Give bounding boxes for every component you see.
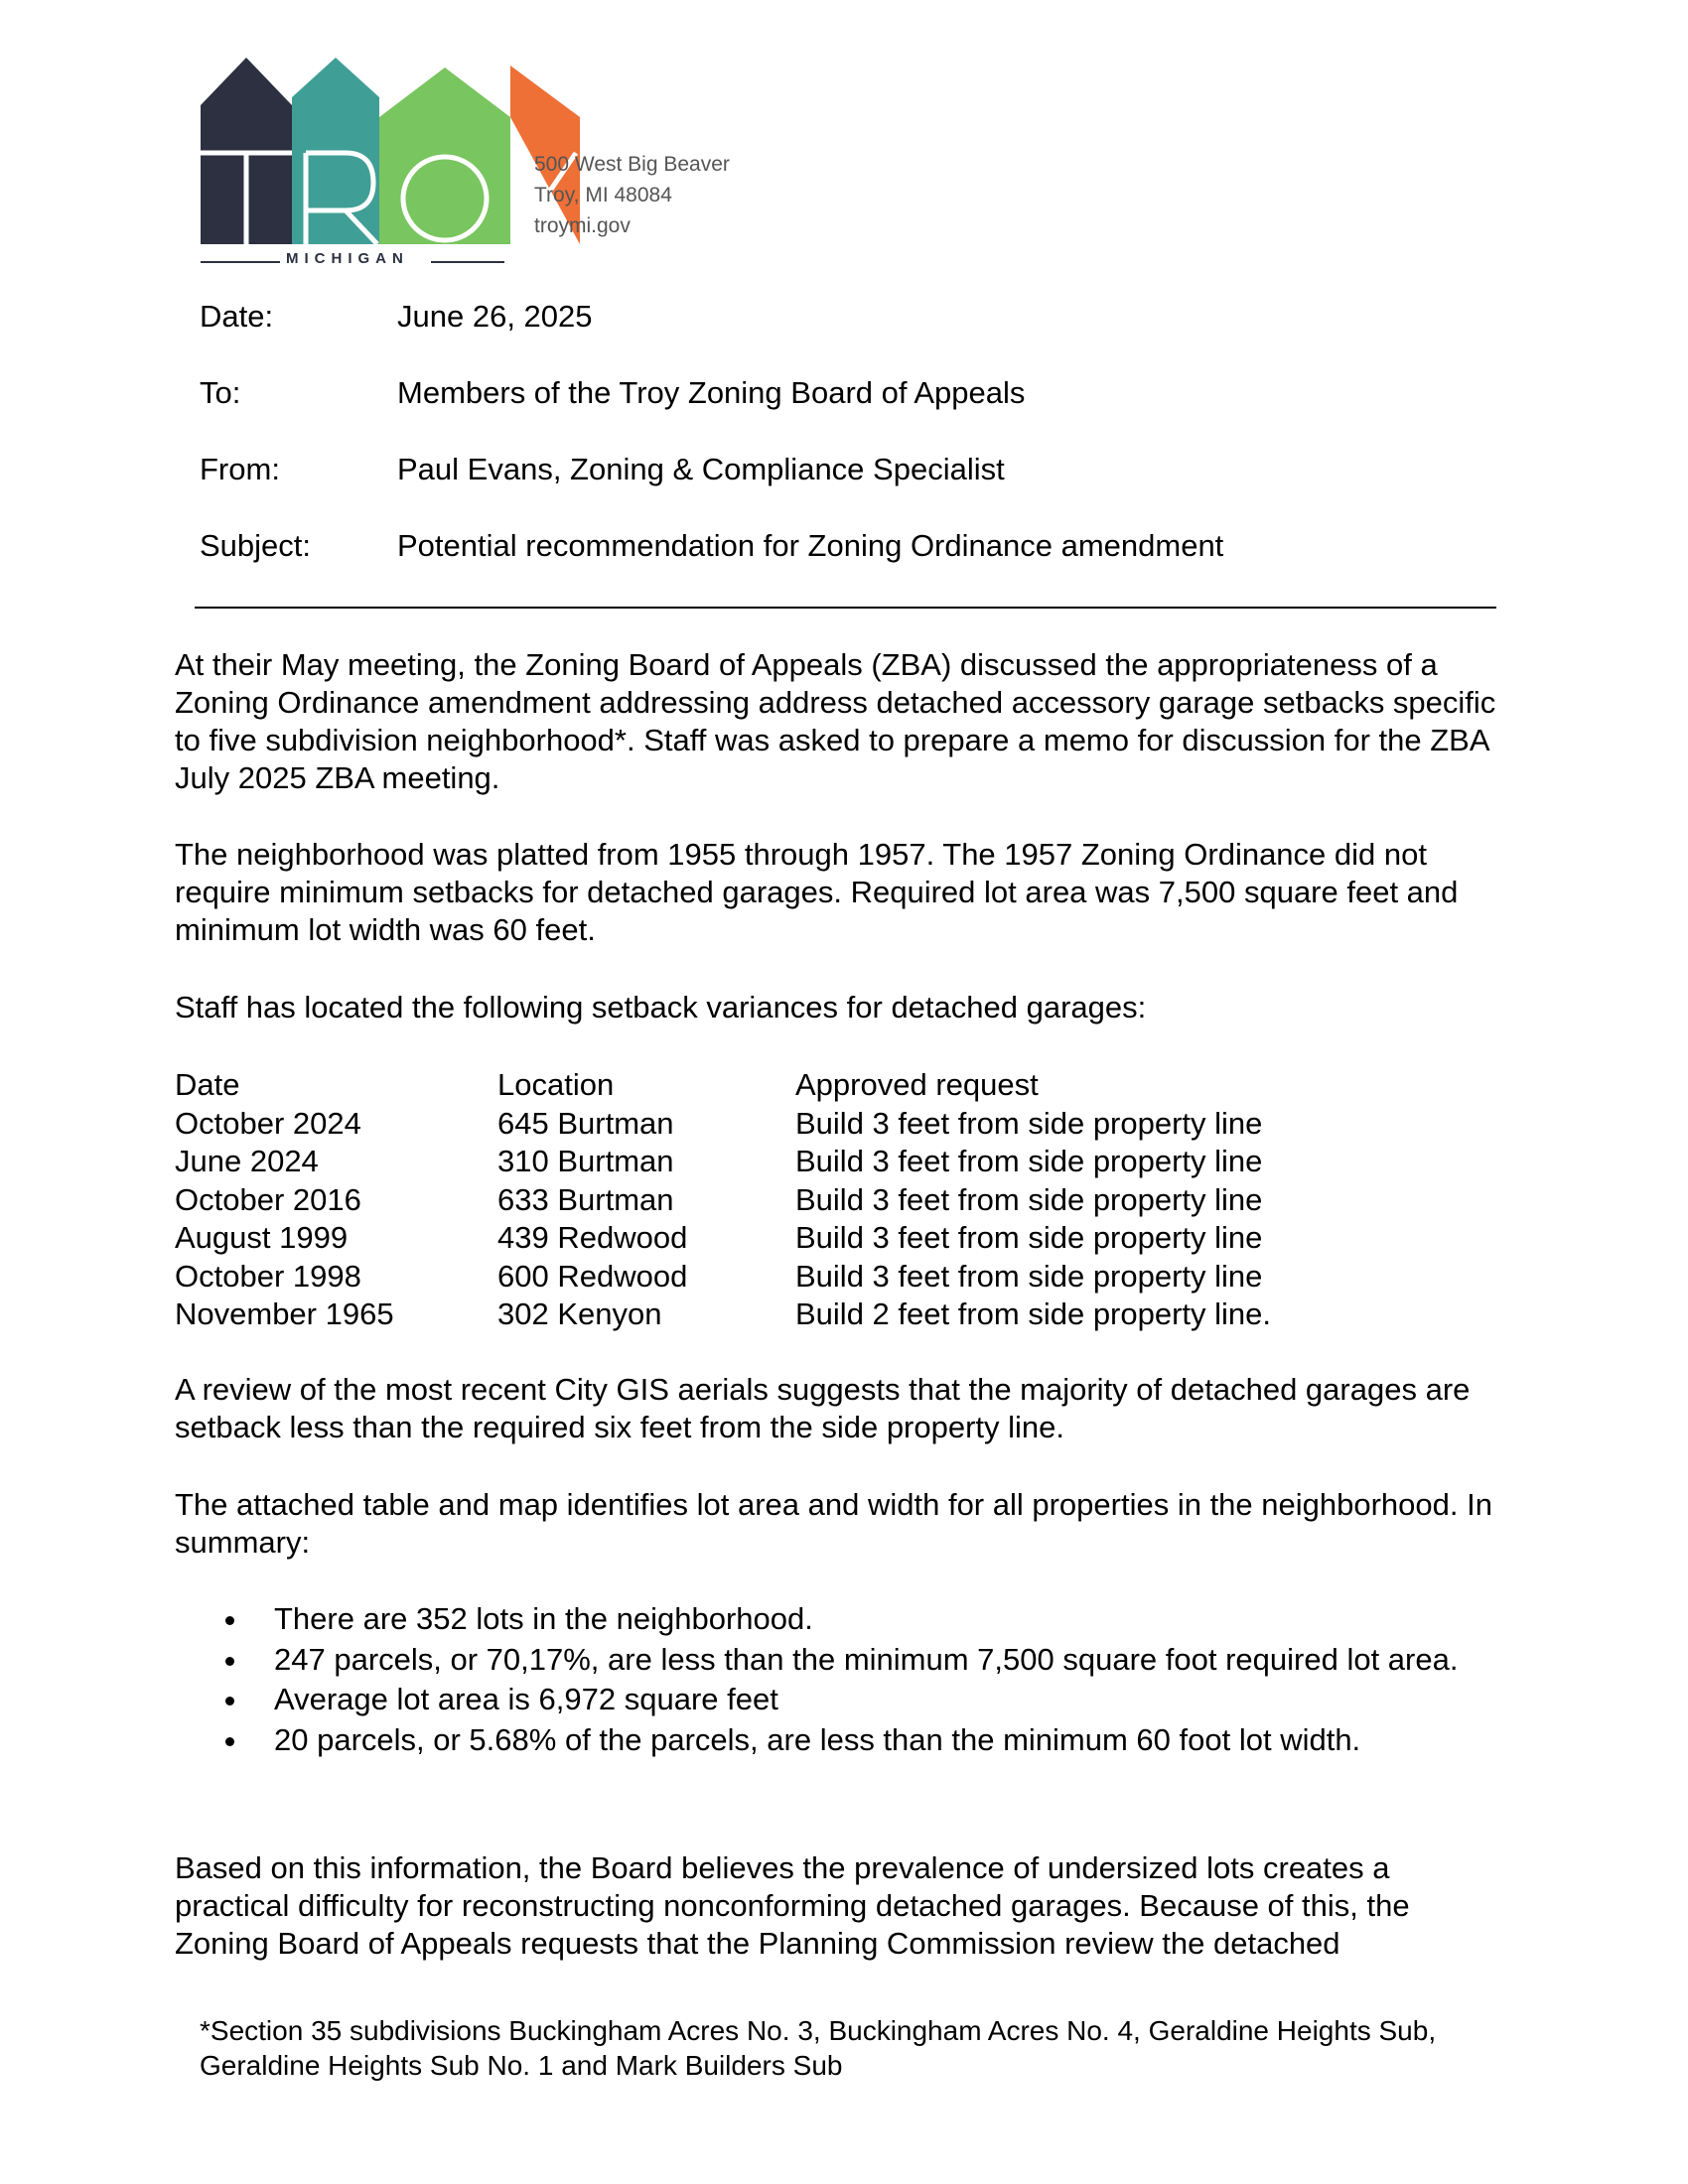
cell-date: June 2024 — [175, 1144, 319, 1178]
cell-request: Build 3 feet from side property line — [795, 1144, 1263, 1178]
to-label: To: — [200, 375, 241, 410]
from-label: From: — [200, 452, 280, 486]
cell-location: 633 Burtman — [497, 1181, 674, 1217]
header-divider — [195, 607, 1496, 609]
website: troymi.gov — [534, 214, 631, 237]
paragraph-text: At their May meeting, the Zoning Board of Appeals (ZBA) discussed the appropriateness of a Zoning Ordinance amendment addressing address detached accessory garage setbacks specific to five subdivision neighborhood*. Staff was asked to prepare a memo for discussion for the ZBA July 2025 ZBA meeting. — [175, 647, 1496, 795]
paragraph-history — [175, 836, 1505, 949]
subject-label: Subject: — [200, 528, 312, 563]
logo-tagline: MICHIGAN — [286, 250, 409, 267]
cell-date: November 1965 — [175, 1297, 394, 1331]
cell-location: 600 Redwood — [497, 1258, 688, 1294]
from-value: Paul Evans, Zoning & Compliance Specialist — [397, 452, 1005, 486]
list-item-text: 20 parcels, or 5.68% of the parcels, are less than the minimum 60 foot lot width. — [274, 1721, 1361, 1757]
footnote: *Section 35 subdivisions Buckingham Acres No. 3, Buckingham Acres No. 4, Geraldine Heights Sub, Geraldine Heights Sub No. 1 and Mark Builders Sub — [200, 2015, 1437, 2081]
paragraph-text: The neighborhood was platted from 1955 through 1957. The 1957 Zoning Ordinance did not require minimum setbacks for detached garages. Required lot area was 7,500 square feet and minimum lot width was 60 feet. — [175, 837, 1459, 947]
cell-location: 310 Burtman — [497, 1144, 674, 1178]
cell-location: 439 Redwood — [497, 1220, 688, 1255]
to-value: Members of the Troy Zoning Board of Appeals — [397, 375, 1026, 410]
letterhead-address — [534, 149, 730, 241]
paragraph-summary-intro — [175, 1486, 1505, 1562]
cell-request: Build 3 feet from side property line — [795, 1258, 1263, 1294]
paragraph-gis-review — [175, 1371, 1505, 1446]
paragraph-text: Staff has located the following setback variances for detached garages: — [175, 990, 1147, 1024]
address-line-1: 500 West Big Beaver — [534, 153, 730, 176]
paragraph-conclusion — [175, 1849, 1505, 1963]
paragraph-text: Based on this information, the Board believes the prevalence of undersized lots creates a practical difficulty for reconstructing nonconforming detached garages. Because of this, the Zoning Board of Appeals requests that the Planning Commission review the detached — [175, 1850, 1410, 1961]
list-item-text: There are 352 lots in the neighborhood. — [274, 1601, 813, 1636]
list-item-text: Average lot area is 6,972 square feet — [274, 1682, 778, 1716]
paragraph-text: A review of the most recent City GIS aerials suggests that the majority of detached garages are setback less than the required six feet from the side property line. — [175, 1372, 1471, 1444]
cell-date: August 1999 — [175, 1220, 349, 1255]
list-item — [218, 1681, 1509, 1719]
cell-location: 302 Kenyon — [497, 1297, 662, 1331]
subject-value: Potential recommendation for Zoning Ordinance amendment — [397, 528, 1224, 563]
column-header-date: Date — [175, 1067, 240, 1102]
cell-request: Build 3 feet from side property line — [795, 1105, 1263, 1141]
bullet-icon — [225, 1616, 234, 1625]
paragraph-text: The attached table and map identifies lot area and width for all properties in the neighborhood. In summary: — [175, 1487, 1492, 1560]
list-item — [218, 1600, 1509, 1639]
date-value: June 26, 2025 — [397, 299, 593, 334]
bullet-icon — [225, 1657, 234, 1666]
paragraph-variances-intro — [175, 989, 1505, 1026]
cell-date: October 2016 — [175, 1181, 361, 1217]
paragraph-intro — [175, 646, 1505, 797]
list-item — [218, 1641, 1509, 1680]
summary-bullet-list — [218, 1600, 1509, 1761]
cell-request: Build 3 feet from side property line — [795, 1181, 1263, 1217]
cell-date: October 1998 — [175, 1258, 361, 1294]
address-line-2: Troy, MI 48084 — [534, 184, 672, 206]
column-header-location: Location — [497, 1067, 615, 1102]
cell-request: Build 3 feet from side property line — [795, 1220, 1263, 1255]
cell-date: October 2024 — [175, 1105, 361, 1141]
list-item — [218, 1721, 1509, 1760]
cell-location: 645 Burtman — [497, 1105, 674, 1141]
cell-request: Build 2 feet from side property line. — [795, 1297, 1272, 1331]
bullet-icon — [225, 1737, 234, 1746]
bullet-icon — [225, 1697, 234, 1706]
date-label: Date: — [200, 299, 274, 334]
column-header-request: Approved request — [795, 1067, 1039, 1102]
list-item-text: 247 parcels, or 70,17%, are less than the minimum 7,500 square foot required lot area. — [274, 1641, 1459, 1677]
